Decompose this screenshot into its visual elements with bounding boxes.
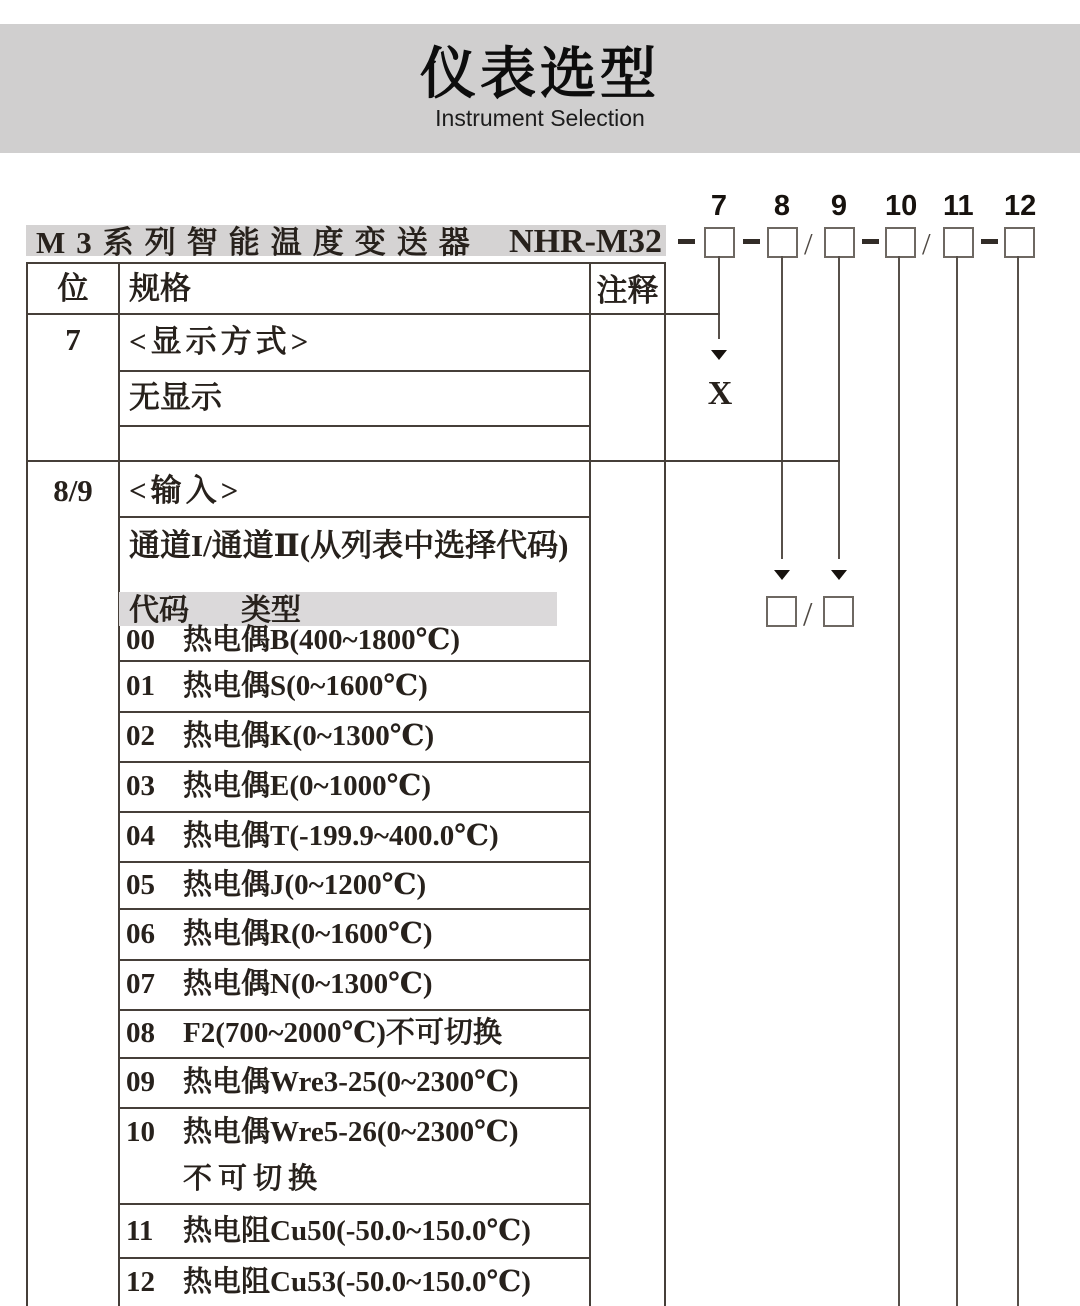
position-number-9: 9 [830,190,848,222]
channel-1-box [766,596,797,627]
type-cell: 热电偶J(0~1200℃) [183,869,427,901]
block89-title: <输入> [129,473,243,508]
code-cell: 04 [126,820,155,852]
code-cell: 06 [126,918,155,950]
row-divider [118,761,591,763]
table-border-right [664,262,666,1306]
type-cell: 热电偶T(-199.9~400.0℃) [183,820,499,852]
code-box-8 [767,227,798,258]
type-cell: F2(700~2000℃)不可切换 [183,1017,502,1049]
block7-title: <显示方式> [129,324,313,359]
dropline-9 [838,256,840,559]
row-divider [118,370,591,372]
block7-option: 无显示 [129,380,222,415]
code-cell: 11 [126,1215,154,1247]
type-cell: 热电偶S(0~1600℃) [183,670,428,702]
channel-slash: / [803,596,813,633]
row-divider [118,711,591,713]
row-divider [118,1257,591,1259]
slash-separator: / [804,226,813,261]
row-divider [118,811,591,813]
display-note-x: X [707,375,733,412]
column-header-note: 注释 [596,273,659,308]
dropline-11 [956,256,958,1306]
code-box-9 [824,227,855,258]
slash-separator: / [922,226,931,261]
dropline-10 [898,256,900,1306]
row-divider [118,425,591,427]
position-number-11: 11 [943,190,974,222]
code-cell: 12 [126,1266,155,1298]
code-label: 代码 [129,594,189,627]
type-cell: 热电偶N(0~1300℃) [183,968,433,1000]
arrow-down-icon [774,570,790,580]
row-divider [118,1203,591,1205]
arrow-down-icon [831,570,847,580]
block7-position: 7 [65,322,81,357]
dash-separator [981,239,998,244]
dash-separator [862,239,879,244]
dash-separator [678,239,695,244]
page-subtitle: Instrument Selection [435,105,645,131]
code-cell: 05 [126,869,155,901]
code-box-7 [704,227,735,258]
position-number-8: 8 [773,190,791,222]
code-cell: 03 [126,770,155,802]
type-cell: 热电阻Cu50(-50.0~150.0℃) [183,1215,531,1247]
code-cell: 10 [126,1116,155,1148]
page-title: 仪表选型 [420,42,660,105]
header-row-divider [26,313,720,315]
code-cell: 00 [126,624,155,656]
dropline-8 [781,256,783,559]
type-cell-line2: 不可切换 [183,1163,324,1195]
row-divider [118,1009,591,1011]
table-divider-spec-note [589,262,591,1306]
dropline-7 [718,256,720,339]
table-border-left [26,262,28,1306]
code-box-10 [885,227,916,258]
column-header-spec: 规格 [129,271,191,306]
row-divider [118,959,591,961]
type-cell: 热电偶E(0~1000℃) [183,770,431,802]
type-cell: 热电偶Wre3-25(0~2300℃) [183,1066,519,1098]
type-cell: 热电偶R(0~1600℃) [183,918,433,950]
code-box-11 [943,227,974,258]
code-cell: 08 [126,1017,155,1049]
column-header-position: 位 [57,271,89,306]
block89-position: 8/9 [53,473,93,508]
type-label: 类型 [241,594,301,627]
row-divider [118,908,591,910]
arrow-down-icon [711,350,727,360]
row-divider [118,660,591,662]
row-divider [118,1057,591,1059]
code-cell: 07 [126,968,155,1000]
dash-separator [743,239,760,244]
block89-subtitle: 通道I/通道Ⅱ(从列表中选择代码) [129,528,569,563]
code-cell: 09 [126,1066,155,1098]
table-divider-position-spec [118,262,120,1306]
code-box-12 [1004,227,1035,258]
code-cell: 01 [126,670,155,702]
type-cell: 热电偶K(0~1300℃) [183,720,435,752]
type-cell: 热电偶Wre5-26(0~2300℃) [183,1116,519,1148]
dropline-12 [1017,256,1019,1306]
row-divider [118,861,591,863]
type-cell: 热电偶B(400~1800℃) [183,624,460,656]
code-cell: 02 [126,720,155,752]
product-model: NHR-M32 [509,223,662,260]
type-cell: 热电阻Cu53(-50.0~150.0℃) [183,1266,531,1298]
table-top-border [26,262,666,264]
row-divider [118,516,591,518]
block-divider [26,460,840,462]
product-name: M3系列智能温度变送器 [36,225,481,260]
position-number-10: 10 [885,190,918,222]
position-number-7: 7 [710,190,728,222]
row-divider [118,1107,591,1109]
position-number-12: 12 [1004,190,1037,222]
channel-2-box [823,596,854,627]
